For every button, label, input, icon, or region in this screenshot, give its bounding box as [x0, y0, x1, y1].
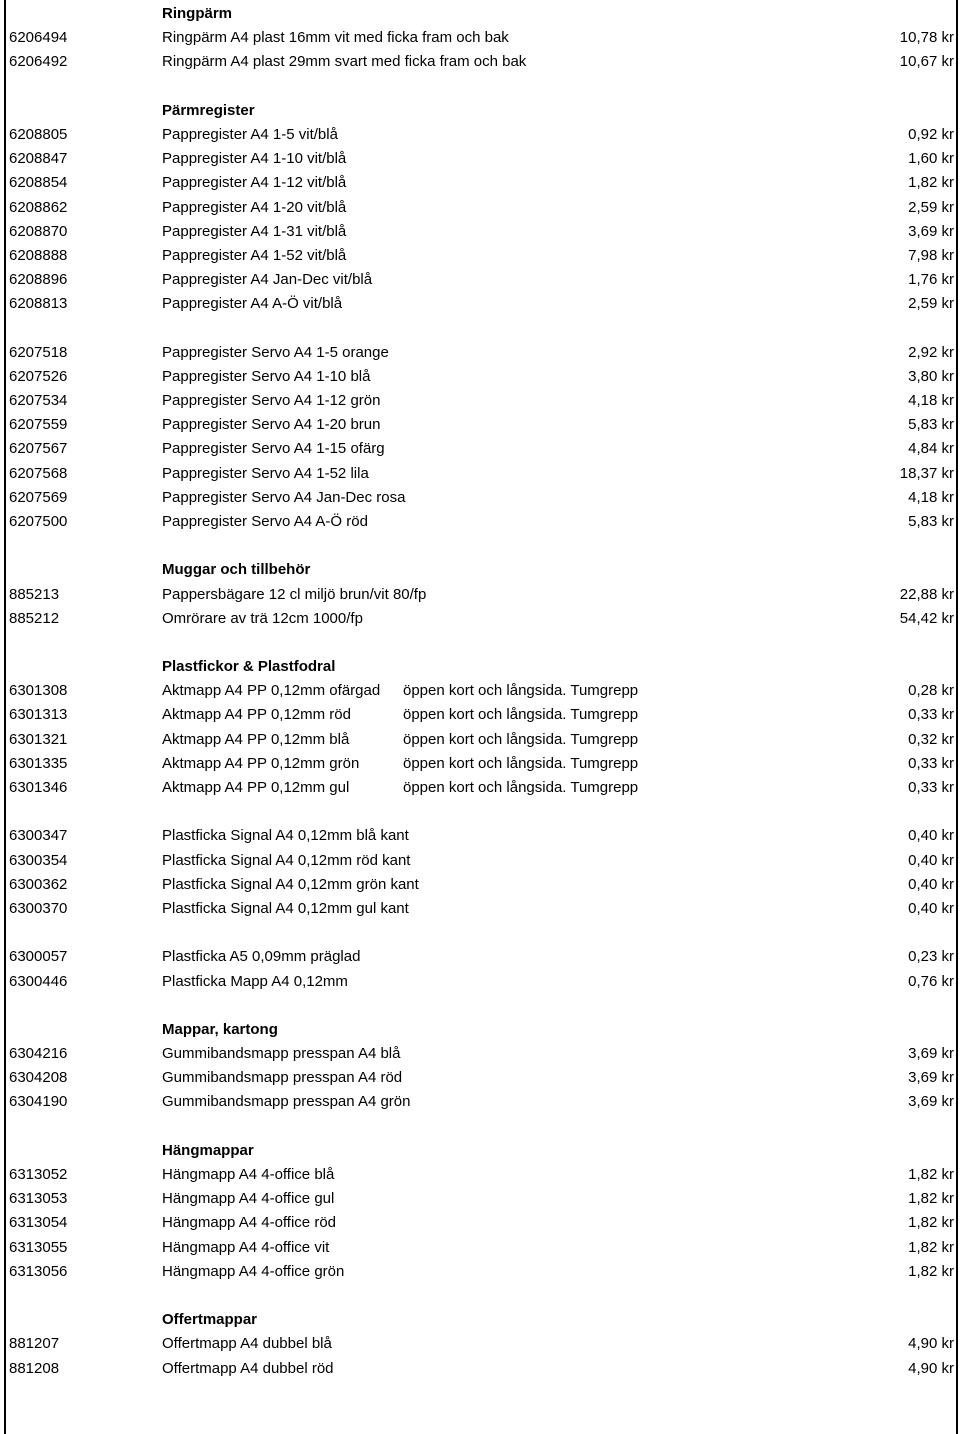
section-spacer [0, 631, 960, 655]
article-number: 6208862 [9, 198, 68, 216]
article-number: 6313054 [9, 1214, 68, 1232]
product-row [0, 1090, 960, 1114]
product-price: 0,33 kr [908, 779, 954, 796]
product-row [0, 437, 960, 461]
product-row [0, 123, 960, 147]
product-note: öppen kort och långsida. Tumgrepp [403, 730, 639, 748]
article-number: 881207 [9, 1335, 60, 1353]
article-number: 6304190 [9, 1093, 68, 1111]
section-spacer [0, 994, 960, 1018]
product-price: 0,28 kr [908, 682, 954, 700]
product-row [0, 776, 960, 800]
product-description: Aktmapp A4 PP 0,12mm blå [162, 730, 350, 748]
section-heading-row [0, 99, 960, 123]
product-row [0, 970, 960, 994]
product-row [0, 1187, 960, 1211]
product-description: Hängmapp A4 4-office grön [162, 1262, 345, 1280]
product-description: Pappregister A4 Jan-Dec vit/blå [162, 271, 373, 289]
product-price: 4,90 kr [908, 1335, 954, 1353]
product-description: Plastficka Signal A4 0,12mm blå kant [162, 827, 409, 845]
product-row [0, 607, 960, 631]
section-spacer [0, 534, 960, 558]
product-row [0, 510, 960, 534]
article-number: 6206494 [9, 29, 68, 47]
group-spacer [0, 800, 960, 824]
article-number: 6208847 [9, 150, 68, 168]
section-heading-row [0, 1308, 960, 1332]
section-spacer [0, 1284, 960, 1308]
article-number: 6300347 [9, 827, 68, 845]
product-price: 0,40 kr [908, 899, 954, 917]
section-heading-row [0, 2, 960, 26]
product-row [0, 1357, 960, 1381]
group-spacer [0, 921, 960, 945]
product-row [0, 1332, 960, 1356]
price-list [0, 2, 960, 1381]
product-row [0, 171, 960, 195]
product-price: 5,83 kr [908, 416, 954, 434]
product-row [0, 824, 960, 848]
article-number: 6208896 [9, 271, 68, 289]
product-price: 0,23 kr [908, 948, 954, 966]
article-number: 6207500 [9, 512, 68, 530]
product-description: Hängmapp A4 4-office vit [162, 1238, 330, 1256]
product-row [0, 752, 960, 776]
article-number: 881208 [9, 1359, 60, 1377]
product-note: öppen kort och långsida. Tumgrepp [403, 682, 639, 700]
product-description: Gummibandsmapp presspan A4 röd [162, 1069, 403, 1087]
product-price: 0,40 kr [908, 875, 954, 893]
article-number: 6208813 [9, 295, 68, 313]
product-price: 10,67 kr [899, 53, 954, 71]
section-heading: Hängmappar [162, 1141, 254, 1159]
product-description: Offertmapp A4 dubbel blå [162, 1335, 332, 1353]
article-number: 6301321 [9, 730, 68, 748]
article-number: 6301346 [9, 779, 68, 796]
group-spacer [0, 316, 960, 340]
product-description: Aktmapp A4 PP 0,12mm gul [162, 779, 350, 796]
product-description: Offertmapp A4 dubbel röd [162, 1359, 334, 1377]
product-price: 0,40 kr [908, 827, 954, 845]
product-row [0, 897, 960, 921]
product-row [0, 389, 960, 413]
product-row [0, 268, 960, 292]
product-description: Pappregister Servo A4 1-12 grön [162, 392, 381, 409]
article-number: 6208805 [9, 125, 68, 143]
article-number: 885212 [9, 609, 60, 627]
product-row [0, 1042, 960, 1066]
product-description: Plastficka Signal A4 0,12mm gul kant [162, 899, 409, 917]
product-row [0, 365, 960, 389]
section-heading: Mappar, kartong [162, 1020, 278, 1038]
product-price: 3,69 kr [908, 1069, 954, 1087]
product-description: Pappregister Servo A4 1-20 brun [162, 416, 381, 434]
article-number: 6300057 [9, 948, 68, 966]
product-description: Pappregister A4 A-Ö vit/blå [162, 295, 343, 313]
product-price: 1,76 kr [908, 271, 954, 289]
section-heading: Pärmregister [162, 101, 255, 119]
section-heading: Offertmappar [162, 1311, 258, 1329]
product-price: 0,32 kr [908, 730, 954, 748]
product-price: 4,18 kr [908, 392, 954, 409]
product-description: Pappregister Servo A4 A-Ö röd [162, 512, 368, 530]
product-row [0, 462, 960, 486]
product-price: 7,98 kr [908, 246, 954, 264]
article-number: 6304216 [9, 1045, 68, 1063]
product-row [0, 244, 960, 268]
product-description: Plastficka A5 0,09mm präglad [162, 948, 361, 966]
product-price: 5,83 kr [908, 512, 954, 530]
product-row [0, 50, 960, 74]
product-description: Hängmapp A4 4-office blå [162, 1166, 335, 1183]
product-row [0, 945, 960, 969]
article-number: 6304208 [9, 1069, 68, 1087]
article-number: 6207526 [9, 367, 68, 385]
product-price: 10,78 kr [899, 29, 954, 47]
product-description: Hängmapp A4 4-office gul [162, 1190, 335, 1208]
product-row [0, 26, 960, 50]
product-price: 0,76 kr [908, 972, 954, 990]
product-row [0, 1211, 960, 1235]
product-row [0, 583, 960, 607]
article-number: 6206492 [9, 53, 68, 71]
product-price: 3,80 kr [908, 367, 954, 385]
article-number: 6207567 [9, 440, 68, 458]
product-note: öppen kort och långsida. Tumgrepp [403, 779, 639, 796]
article-number: 6313052 [9, 1166, 68, 1183]
article-number: 6207518 [9, 343, 68, 361]
product-description: Hängmapp A4 4-office röd [162, 1214, 337, 1232]
product-price: 22,88 kr [899, 585, 954, 603]
article-number: 6301308 [9, 682, 68, 700]
section-spacer [0, 75, 960, 99]
article-number: 6208854 [9, 174, 68, 192]
product-description: Pappregister A4 1-12 vit/blå [162, 174, 347, 192]
article-number: 6313056 [9, 1262, 68, 1280]
section-heading-row [0, 655, 960, 679]
product-description: Aktmapp A4 PP 0,12mm röd [162, 706, 351, 724]
product-price: 3,69 kr [908, 1045, 954, 1063]
product-description: Pappregister A4 1-52 vit/blå [162, 246, 347, 264]
product-row [0, 1260, 960, 1284]
article-number: 6207569 [9, 488, 68, 506]
product-price: 2,92 kr [908, 343, 954, 361]
product-price: 1,82 kr [908, 1238, 954, 1256]
section-heading: Plastfickor & Plastfodral [162, 658, 336, 676]
article-number: 6208888 [9, 246, 68, 264]
section-heading: Muggar och tillbehör [162, 561, 311, 579]
product-price: 1,82 kr [908, 1166, 954, 1183]
product-row [0, 220, 960, 244]
product-price: 3,69 kr [908, 222, 954, 240]
product-price: 0,33 kr [908, 706, 954, 724]
product-description: Gummibandsmapp presspan A4 grön [162, 1093, 411, 1111]
product-description: Pappregister Servo A4 1-52 lila [162, 464, 369, 482]
product-description: Plastficka Signal A4 0,12mm röd kant [162, 851, 411, 869]
article-number: 6300370 [9, 899, 68, 917]
product-price: 1,82 kr [908, 174, 954, 192]
article-number: 6300362 [9, 875, 68, 893]
product-price: 0,40 kr [908, 851, 954, 869]
product-price: 2,59 kr [908, 198, 954, 216]
product-row [0, 728, 960, 752]
product-price: 3,69 kr [908, 1093, 954, 1111]
product-description: Pappregister A4 1-10 vit/blå [162, 150, 347, 168]
product-row [0, 147, 960, 171]
product-price: 18,37 kr [899, 464, 954, 482]
product-description: Aktmapp A4 PP 0,12mm ofärgad [162, 682, 381, 700]
product-description: Omrörare av trä 12cm 1000/fp [162, 609, 363, 627]
product-row [0, 1236, 960, 1260]
article-number: 6208870 [9, 222, 68, 240]
section-heading: Ringpärm [162, 5, 233, 22]
product-note: öppen kort och långsida. Tumgrepp [403, 706, 639, 724]
product-row [0, 703, 960, 727]
product-row [0, 486, 960, 510]
product-row [0, 292, 960, 316]
article-number: 6300354 [9, 851, 68, 869]
section-spacer [0, 1115, 960, 1139]
product-price: 1,82 kr [908, 1214, 954, 1232]
product-row [0, 1163, 960, 1187]
product-description: Aktmapp A4 PP 0,12mm grön [162, 754, 360, 772]
article-number: 6300446 [9, 972, 68, 990]
product-description: Pappregister Servo A4 Jan-Dec rosa [162, 488, 406, 506]
article-number: 6313053 [9, 1190, 68, 1208]
product-description: Ringpärm A4 plast 29mm svart med ficka fram och bak [162, 53, 527, 71]
product-row [0, 1066, 960, 1090]
product-row [0, 679, 960, 703]
article-number: 6301335 [9, 754, 68, 772]
product-row [0, 196, 960, 220]
product-price: 4,90 kr [908, 1359, 954, 1377]
product-price: 0,92 kr [908, 125, 954, 143]
product-description: Gummibandsmapp presspan A4 blå [162, 1045, 401, 1063]
product-price: 4,84 kr [908, 440, 954, 458]
product-row [0, 873, 960, 897]
product-price: 1,60 kr [908, 150, 954, 168]
product-description: Pappregister A4 1-20 vit/blå [162, 198, 347, 216]
article-number: 885213 [9, 585, 60, 603]
article-number: 6207559 [9, 416, 68, 434]
product-price: 1,82 kr [908, 1190, 954, 1208]
product-description: Pappersbägare 12 cl miljö brun/vit 80/fp [162, 585, 427, 603]
product-note: öppen kort och långsida. Tumgrepp [403, 754, 639, 772]
product-description: Pappregister Servo A4 1-15 ofärg [162, 440, 385, 458]
product-price: 4,18 kr [908, 488, 954, 506]
product-description: Plastficka Mapp A4 0,12mm [162, 972, 348, 990]
article-number: 6301313 [9, 706, 68, 724]
product-description: Pappregister A4 1-31 vit/blå [162, 222, 347, 240]
product-description: Ringpärm A4 plast 16mm vit med ficka fram och bak [162, 29, 509, 47]
product-price: 54,42 kr [899, 609, 954, 627]
product-price: 2,59 kr [908, 295, 954, 313]
product-description: Pappregister Servo A4 1-10 blå [162, 367, 371, 385]
section-heading-row [0, 1139, 960, 1163]
product-price: 1,82 kr [908, 1262, 954, 1280]
product-description: Plastficka Signal A4 0,12mm grön kant [162, 875, 419, 893]
product-description: Pappregister Servo A4 1-5 orange [162, 343, 389, 361]
product-row [0, 413, 960, 437]
section-heading-row [0, 1018, 960, 1042]
article-number: 6207568 [9, 464, 68, 482]
section-heading-row [0, 558, 960, 582]
product-description: Pappregister A4 1-5 vit/blå [162, 125, 338, 143]
article-number: 6207534 [9, 392, 68, 409]
product-price: 0,33 kr [908, 754, 954, 772]
article-number: 6313055 [9, 1238, 68, 1256]
product-row [0, 341, 960, 365]
product-row [0, 849, 960, 873]
